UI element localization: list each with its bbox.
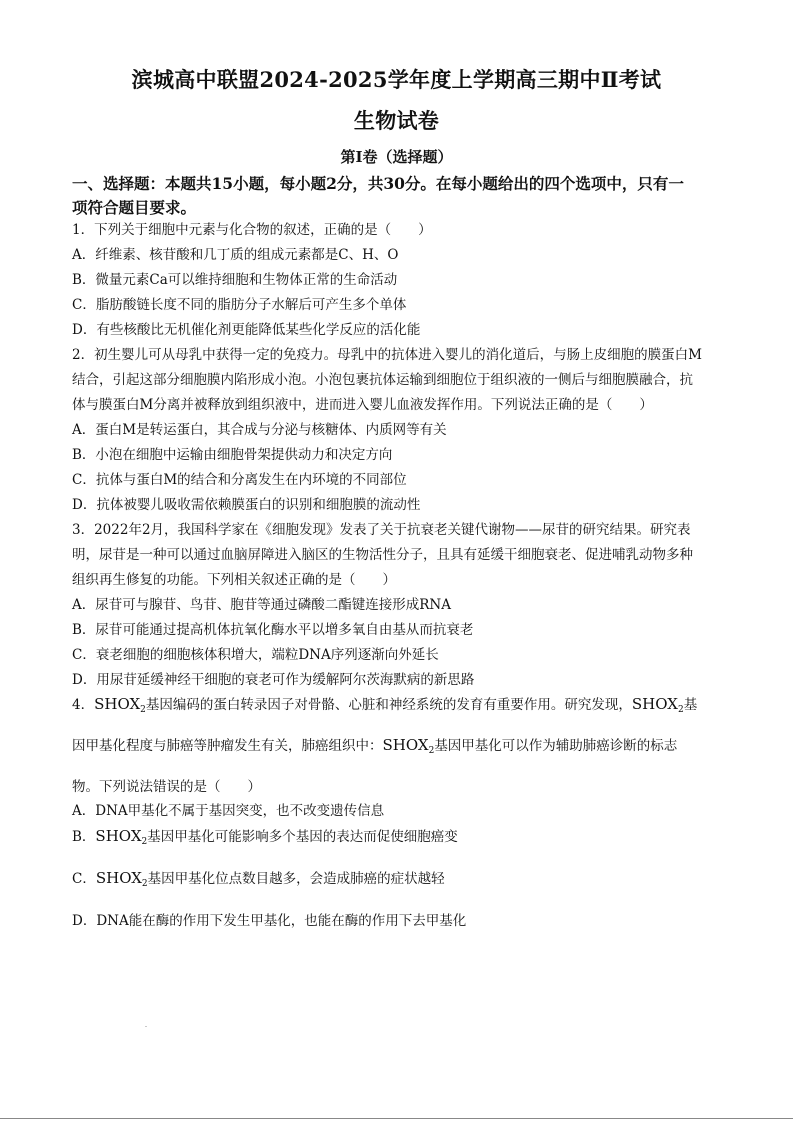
gene-symbol: $SHOX_2$ xyxy=(382,736,435,756)
q4-option-b: B．$SHOX_2$基因甲基化可能影响多个基因的表达而促使细胞癌变 xyxy=(72,827,458,847)
q4-stem-line-3: 物。下列说法错误的是（ ） xyxy=(72,779,261,795)
q4-stem-line-2 xyxy=(72,736,722,760)
q1-option-b: B．微量元素Ca可以维持细胞和生物体正常的生命活动 xyxy=(72,272,398,288)
q4-option-d: D．DNA能在酶的作用下发生甲基化，也能在酶的作用下去甲基化 xyxy=(72,913,467,929)
q4-option-a: A．DNA甲基化不属于基因突变，也不改变遗传信息 xyxy=(72,803,385,819)
q2-stem-line-2: 结合，引起这部分细胞膜内陷形成小泡。小泡包裹抗体运输到细胞位于组织液的一侧后与细胞膜融合，抗 xyxy=(72,372,693,388)
gene-symbol: $SHOX_2$ xyxy=(94,695,146,715)
q4-stem-text-1-end: 基 xyxy=(683,697,698,713)
q2-option-b: B．小泡在细胞中运输由细胞骨架提供动力和决定方向 xyxy=(72,447,393,463)
q4-number: 4． xyxy=(72,697,95,713)
q3-option-d: D．用尿苷延缓神经干细胞的衰老可作为缓解阿尔茨海默病的新思路 xyxy=(72,672,475,688)
q1-option-c: C．脂肪酸链长度不同的脂肪分子水解后可产生多个单体 xyxy=(72,297,407,313)
q4-stem-text-1: 基因编码的蛋白转录因子对骨骼、心脏和神经系统的发育有重要作用。研究发现， xyxy=(145,697,632,713)
q4-option-c: C．$SHOX_2$基因甲基化位点数目越多，会造成肺癌的症状越轻 xyxy=(72,869,445,889)
q1-option-a: A．纤维素、核苷酸和几丁质的组成元素都是C、H、O xyxy=(72,247,399,263)
q3-stem-line-2: 明，尿苷是一种可以通过血脑屏障进入脑区的生物活性分子，且具有延缓干细胞衰老、促进哺乳动物多种 xyxy=(72,547,693,563)
q2-stem-line-3: 体与膜蛋白M分离并被释放到组织液中，进而进入婴儿血液发挥作用。下列说法正确的是（ ） xyxy=(72,397,653,413)
q2-stem-line-1: 2．初生婴儿可从母乳中获得一定的免疫力。母乳中的抗体进入婴儿的消化道后，与肠上皮细胞的膜蛋白M xyxy=(72,347,702,363)
q3-stem-line-1: 3．2022年2月，我国科学家在《细胞发现》发表了关于抗衰老关键代谢物——尿苷的研究结果。研究表 xyxy=(72,522,691,538)
instructions-line-1: 一、选择题：本题共15小题，每小题2分，共30分。在每小题给出的四个选项中，只有一 xyxy=(72,174,684,193)
q2-option-c: C．抗体与蛋白M的结合和分离发生在内环境的不同部位 xyxy=(72,472,407,488)
q2-option-d: D．抗体被婴儿吸收需依赖膜蛋白的识别和细胞膜的流动性 xyxy=(72,497,421,513)
q3-option-b: B．尿苷可能通过提高机体抗氧化酶水平以增多氧自由基从而抗衰老 xyxy=(72,622,474,638)
exam-subtitle: 生物试卷 xyxy=(353,108,440,133)
q1-option-d: D．有些核酸比无机催化剂更能降低某些化学反应的活化能 xyxy=(72,322,421,338)
q3-option-c: C．衰老细胞的细胞核体积增大，端粒DNA序列逐渐向外延长 xyxy=(72,647,439,663)
gene-symbol: $SHOX_2$ xyxy=(631,695,684,715)
gene-symbol: $SHOX_2$ xyxy=(95,869,148,889)
q1-stem: 1．下列关于细胞中元素与化合物的叙述，正确的是（ ） xyxy=(72,222,432,238)
q4-stem-text-2: 因甲基化程度与肺癌等肿瘤发生有关，肺癌组织中： xyxy=(72,738,383,754)
section-heading: 第Ⅰ卷（选择题） xyxy=(340,148,453,166)
exam-title: 滨城高中联盟2024-2025学年度上学期高三期中Ⅱ考试 xyxy=(131,67,662,92)
scan-speck xyxy=(145,1026,147,1027)
q3-option-a: A．尿苷可与腺苷、鸟苷、胞苷等通过磷酸二酯键连接形成RNA xyxy=(72,597,451,613)
q2-option-a: A．蛋白M是转运蛋白，其合成与分泌与核糖体、内质网等有关 xyxy=(72,422,447,438)
gene-symbol: $SHOX_2$ xyxy=(95,827,148,847)
q3-stem-line-3: 组织再生修复的功能。下列相关叙述正确的是（ ） xyxy=(72,572,396,588)
q4-stem-line-1 xyxy=(72,695,722,719)
instructions-line-2: 项符合题目要求。 xyxy=(72,198,197,217)
page-bottom-rule xyxy=(0,1118,793,1119)
q4-stem-text-2-end: 基因甲基化可以作为辅助肺癌诊断的标志 xyxy=(434,738,678,754)
